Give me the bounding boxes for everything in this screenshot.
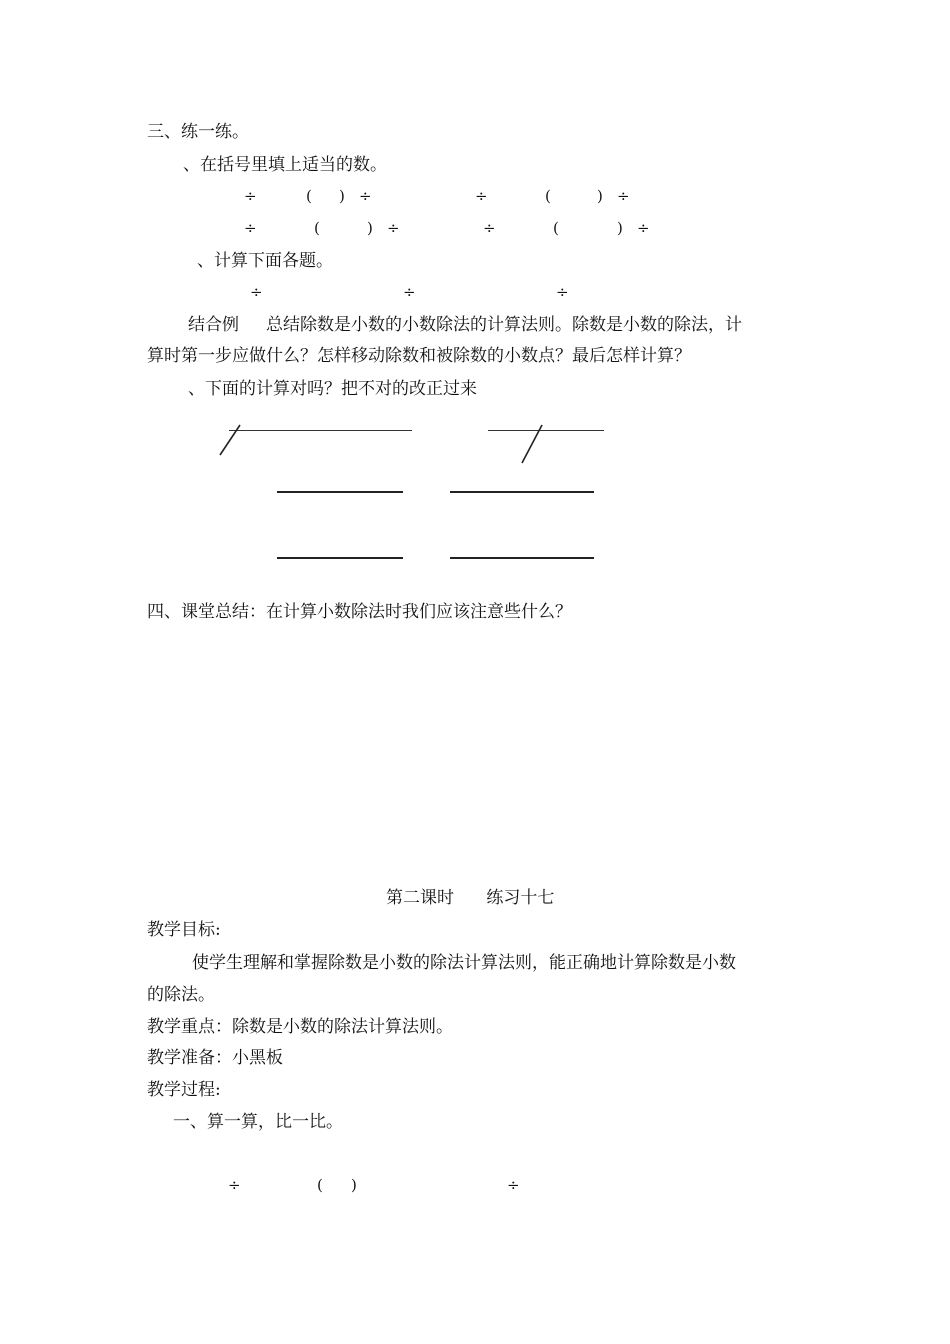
paren-close: ) (339, 187, 345, 205)
summary-paragraph-line-2: 算时第一步应做什么？怎样移动除数和被除数的小数点？最后怎样计算？ (147, 346, 691, 366)
division-sign: ÷ (359, 187, 372, 205)
paren-open: ( (545, 187, 551, 205)
division-sign: ÷ (244, 187, 257, 205)
answer-line (450, 491, 594, 493)
teaching-key-point: 教学重点：除数是小数的除法计算法则。 (147, 1017, 453, 1037)
division-sign: ÷ (617, 187, 630, 205)
paren-close: ) (351, 1176, 357, 1194)
lesson-heading: 第二课时 练习十七 (386, 888, 555, 908)
answer-line (277, 491, 403, 493)
division-bracket-line (488, 430, 604, 431)
teaching-preparation: 教学准备：小黑板 (147, 1048, 283, 1068)
paren-close: ) (597, 187, 603, 205)
division-sign: ÷ (403, 283, 416, 301)
paren-open: ( (314, 219, 320, 237)
exercise-1-instruction: 、在括号里填上适当的数。 (183, 155, 387, 175)
division-bracket-slash (520, 424, 544, 464)
division-sign: ÷ (483, 219, 496, 237)
division-sign: ÷ (637, 219, 650, 237)
answer-line (277, 557, 403, 559)
division-sign: ÷ (475, 187, 488, 205)
division-sign: ÷ (387, 219, 400, 237)
teaching-goal-line-2: 的除法。 (147, 985, 215, 1005)
division-sign: ÷ (556, 283, 569, 301)
summary-paragraph-line-1: 结合例 总结除数是小数的小数除法的计算法则。除数是小数的除法，计 (188, 315, 743, 335)
paren-open: ( (553, 219, 559, 237)
section-3-title: 三、练一练。 (147, 122, 249, 142)
division-sign: ÷ (228, 1176, 241, 1194)
step-1-title: 一、算一算，比一比。 (173, 1112, 343, 1132)
paren-open: ( (306, 187, 312, 205)
answer-line (450, 557, 594, 559)
exercise-2-instruction: 、计算下面各题。 (197, 251, 333, 271)
exercise-3-instruction: 、下面的计算对吗？把不对的改正过来 (188, 379, 477, 399)
teaching-goal-line-1: 使学生理解和掌握除数是小数的除法计算法则，能正确地计算除数是小数 (192, 953, 736, 973)
division-bracket-line (229, 430, 412, 431)
paren-close: ) (617, 219, 623, 237)
division-sign: ÷ (244, 219, 257, 237)
paren-close: ) (367, 219, 373, 237)
section-4-title: 四、课堂总结：在计算小数除法时我们应该注意些什么？ (147, 602, 572, 622)
teaching-goal-label: 教学目标: (147, 920, 221, 940)
paren-open: ( (317, 1176, 323, 1194)
division-bracket-slash (218, 424, 242, 456)
division-sign: ÷ (250, 283, 263, 301)
teaching-process-label: 教学过程: (147, 1080, 221, 1100)
division-sign: ÷ (507, 1176, 520, 1194)
